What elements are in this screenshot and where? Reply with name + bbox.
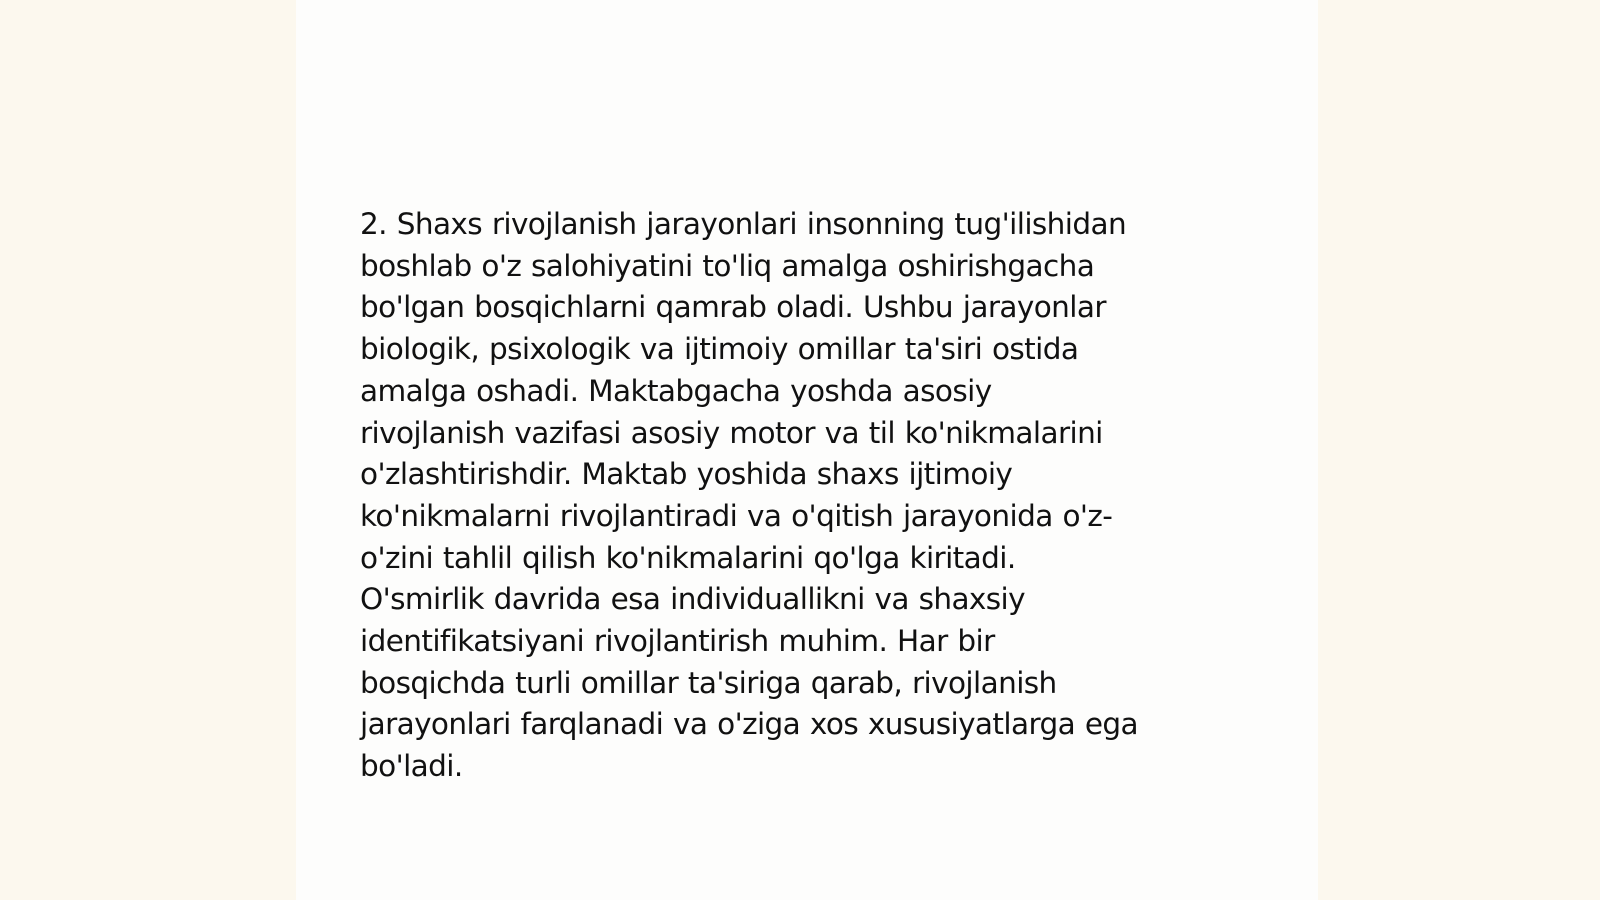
slide bbox=[296, 0, 1318, 900]
text-line: rivojlanish vazifasi asosiy motor va til ko'nikmalarini bbox=[360, 415, 1103, 450]
text-line: bosqichda turli omillar ta'siriga qarab, rivojlanish bbox=[360, 665, 1057, 700]
slide-body-text bbox=[360, 204, 1260, 788]
text-line: bo'lgan bosqichlarni qamrab oladi. Ushbu jarayonlar bbox=[360, 290, 1106, 325]
text-line: o'zlashtirishdir. Maktab yoshida shaxs ijtimoiy bbox=[360, 457, 1013, 492]
text-line: jarayonlari farqlanadi va o'ziga xos xususiyatlarga ega bbox=[360, 707, 1138, 742]
text-line: ko'nikmalarni rivojlantiradi va o'qitish jarayonida o'z- bbox=[360, 498, 1113, 533]
text-line: biologik, psixologik va ijtimoiy omillar ta'siri ostida bbox=[360, 332, 1079, 367]
text-line: boshlab o'z salohiyatini to'liq amalga oshirishgacha bbox=[360, 248, 1095, 283]
text-line: 2. Shaxs rivojlanish jarayonlari insonning tug'ilishidan bbox=[360, 207, 1127, 241]
text-line: amalga oshadi. Maktabgacha yoshda asosiy bbox=[360, 373, 992, 408]
text-line: identifikatsiyani rivojlantirish muhim. Har bir bbox=[360, 624, 995, 659]
text-line: bo'ladi. bbox=[360, 749, 463, 784]
text-line: O'smirlik davrida esa individuallikni va shaxsiy bbox=[360, 582, 1025, 617]
text-line: o'zini tahlil qilish ko'nikmalarini qo'lga kiritadi. bbox=[360, 540, 1016, 575]
